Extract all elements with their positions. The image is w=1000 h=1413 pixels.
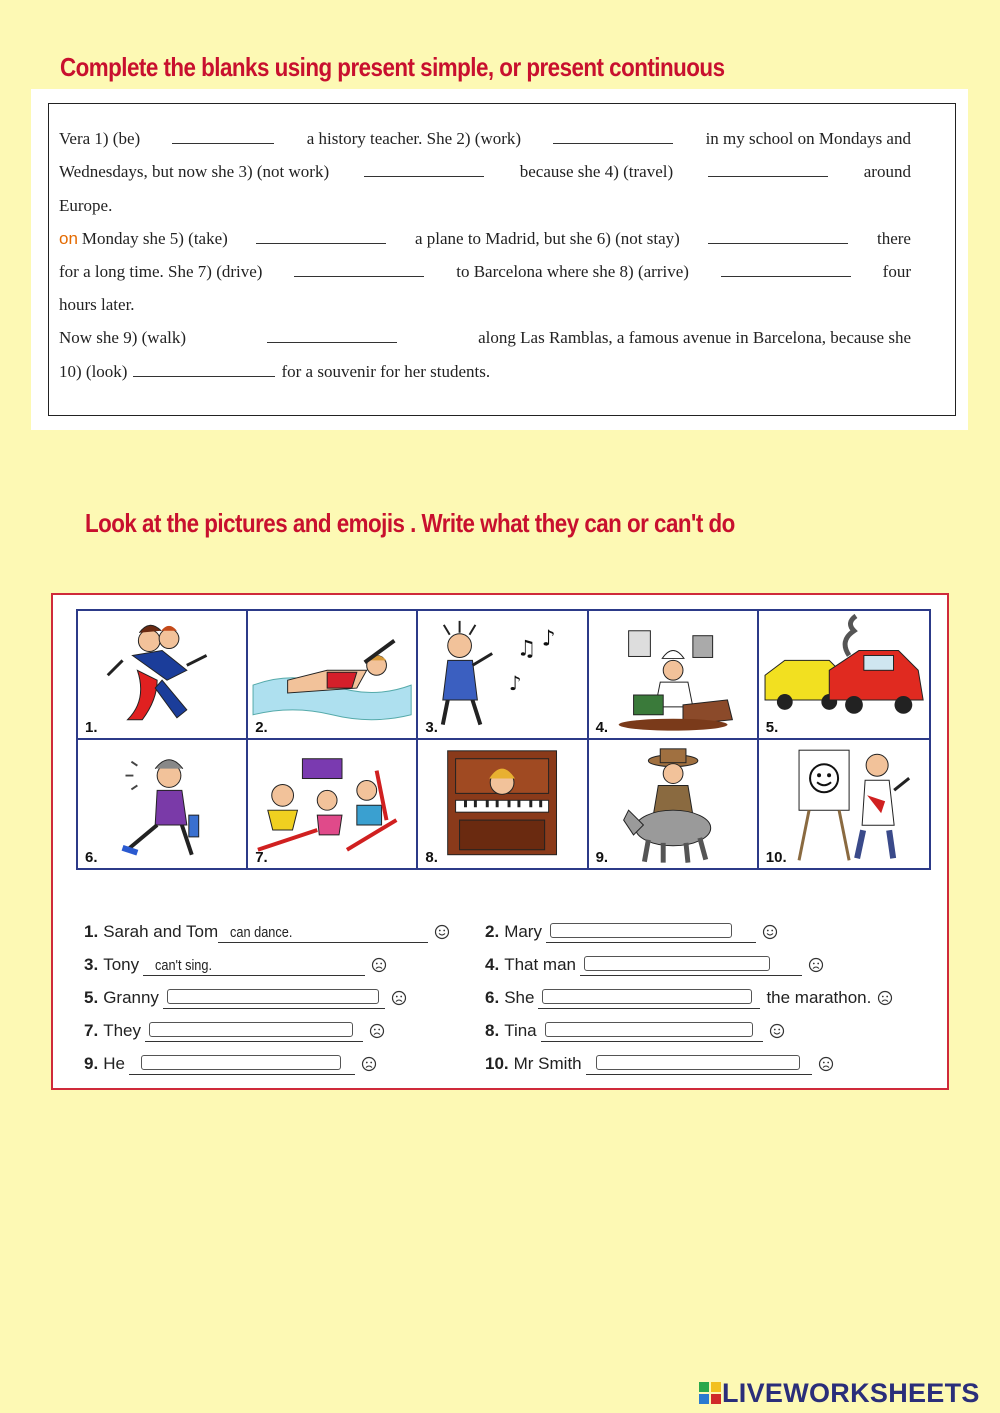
exercise1-line-2 <box>59 162 911 184</box>
blank-9[interactable] <box>267 328 397 343</box>
text: along Las Ramblas, a famous avenue in Barcelona, because she <box>478 328 911 347</box>
picture-number: 5. <box>765 718 779 736</box>
picture-cell-1 <box>78 611 248 740</box>
question-number: 3. <box>84 955 99 974</box>
skiing-crash-icon <box>248 740 416 869</box>
picture-number: 8. <box>425 849 438 866</box>
liveworksheets-logo[interactable] <box>698 1378 980 1408</box>
question-8 <box>485 1019 785 1043</box>
sad-emoji-icon <box>369 1023 385 1039</box>
exercise1-heading: Complete the blanks using present simple, or present continuous <box>60 52 725 82</box>
picture-number: 4. <box>595 718 609 736</box>
answer-2-line[interactable] <box>546 922 756 943</box>
answer-4-line[interactable] <box>580 955 802 976</box>
answer-1-line[interactable] <box>218 922 428 943</box>
blank-7[interactable] <box>294 262 424 277</box>
text: Wednesdays, but now she 3) (not work) <box>59 162 330 181</box>
question-subject: Tony <box>103 955 140 974</box>
blank-4[interactable] <box>708 162 828 177</box>
brand-text: LIVEWORKSHEETS <box>722 1377 980 1408</box>
text: hours later. <box>59 295 135 314</box>
answer-3-line[interactable] <box>143 955 365 976</box>
blank-10[interactable] <box>133 362 275 377</box>
sad-emoji-icon <box>391 990 407 1006</box>
question-7 <box>84 1019 385 1043</box>
sad-emoji-icon <box>808 957 824 973</box>
answer-5-input[interactable] <box>167 989 379 1004</box>
sad-emoji-icon <box>371 957 387 973</box>
answer-7-input[interactable] <box>149 1022 353 1037</box>
question-1 <box>84 920 450 944</box>
happy-emoji-icon <box>762 924 778 940</box>
question-number: 4. <box>485 955 500 974</box>
picture-cell-9 <box>589 740 759 869</box>
picture-cell-2 <box>248 611 418 740</box>
exercise2-heading: Look at the pictures and emojis . Write what they can or can't do <box>85 508 735 538</box>
question-subject: He <box>103 1054 125 1073</box>
answer-8-line[interactable] <box>541 1021 763 1042</box>
happy-emoji-icon <box>769 1023 785 1039</box>
text: 10) (look) <box>59 362 128 381</box>
picture-cell-3 <box>418 611 588 740</box>
exercise1-line-8 <box>59 362 911 384</box>
question-number: 10. <box>485 1054 509 1073</box>
line-start <box>59 229 228 249</box>
text: around <box>863 162 911 181</box>
question-subject: Granny <box>103 988 159 1007</box>
car-crash-icon <box>759 611 929 738</box>
blank-3[interactable] <box>364 162 484 177</box>
question-subject: Mary <box>504 922 542 941</box>
question-subject: They <box>103 1021 141 1040</box>
text: Europe. <box>59 196 113 215</box>
text: to Barcelona where she 8) (arrive) <box>456 262 689 281</box>
answer-4-input[interactable] <box>584 956 770 971</box>
liveworksheets-logo-icon <box>698 1381 722 1405</box>
answer-5-line[interactable] <box>163 988 385 1009</box>
answer-10-input[interactable] <box>596 1055 800 1070</box>
picture-number: 9. <box>595 849 609 866</box>
blank-6[interactable] <box>708 229 848 244</box>
blank-1[interactable] <box>172 129 274 144</box>
exercise1-line-6 <box>59 295 911 317</box>
text: Monday she 5) (take) <box>81 229 228 248</box>
answer-1-text[interactable]: can dance. <box>230 923 293 941</box>
svg-text:♪: ♪ <box>542 626 556 652</box>
exercise1-line-4 <box>59 229 911 251</box>
swimmer-icon <box>248 611 416 738</box>
picture-number: 6. <box>85 849 98 866</box>
answer-7-line[interactable] <box>145 1021 363 1042</box>
question-suffix: the marathon. <box>766 988 872 1007</box>
exercise1-line-1 <box>59 129 911 151</box>
question-3 <box>84 953 387 977</box>
picture-number: 1. <box>85 718 98 736</box>
question-subject: Sarah and Tom <box>103 922 219 941</box>
text: because she 4) (travel) <box>519 162 674 181</box>
answer-9-input[interactable] <box>141 1055 341 1070</box>
picture-cell-10 <box>759 740 929 869</box>
text: in my school on Mondays and <box>705 129 911 148</box>
question-number: 9. <box>84 1054 99 1073</box>
sad-emoji-icon <box>877 990 893 1006</box>
question-subject: Tina <box>504 1021 537 1040</box>
singer-icon <box>418 611 586 738</box>
question-number: 8. <box>485 1021 500 1040</box>
svg-text:♪: ♪ <box>509 672 523 696</box>
blank-2[interactable] <box>553 129 673 144</box>
answer-8-input[interactable] <box>545 1022 753 1037</box>
exercise1-line-7 <box>59 328 911 350</box>
question-4 <box>485 953 824 977</box>
text: four <box>882 262 911 281</box>
question-subject: She <box>504 988 535 1007</box>
answer-6-input[interactable] <box>542 989 752 1004</box>
question-number: 5. <box>84 988 99 1007</box>
text: Vera 1) (be) <box>59 129 141 148</box>
cowboy-horse-icon <box>589 740 757 869</box>
text: a history teacher. She 2) (work) <box>306 129 522 148</box>
question-2 <box>485 920 778 944</box>
question-number: 1. <box>84 922 99 941</box>
blank-8[interactable] <box>721 262 851 277</box>
question-subject: That man <box>504 955 576 974</box>
answer-9-line[interactable] <box>129 1054 355 1075</box>
text: a plane to Madrid, but she 6) (not stay) <box>414 229 680 248</box>
answer-3-text[interactable]: can't sing. <box>155 956 213 974</box>
text: Now she 9) (walk) <box>59 328 186 347</box>
question-number: 6. <box>485 988 500 1007</box>
picture-cell-4 <box>589 611 759 740</box>
question-number: 7. <box>84 1021 99 1040</box>
picture-number: 2. <box>255 718 268 736</box>
picture-cell-6 <box>78 740 248 869</box>
question-10 <box>485 1052 834 1076</box>
text: for a souvenir for her students. <box>281 362 491 381</box>
question-5 <box>84 986 407 1010</box>
answer-2-input[interactable] <box>550 923 732 938</box>
blank-5[interactable] <box>256 229 386 244</box>
granny-running-icon <box>78 740 246 869</box>
answer-6-line[interactable] <box>538 988 760 1009</box>
svg-text:♫: ♫ <box>517 636 537 662</box>
picture-cell-8 <box>418 740 588 869</box>
question-6 <box>485 986 893 1010</box>
text: for a long time. She 7) (drive) <box>59 262 263 281</box>
exercise1-line-3 <box>59 196 911 218</box>
picture-cell-7 <box>248 740 418 869</box>
happy-emoji-icon <box>434 924 450 940</box>
picture-number: 3. <box>425 718 438 736</box>
picture-number: 10. <box>765 849 787 866</box>
question-subject: Mr Smith <box>513 1054 582 1073</box>
picture-grid <box>76 609 931 870</box>
exercise1-line-5 <box>59 262 911 284</box>
answer-on-input[interactable]: on <box>59 229 78 248</box>
sad-emoji-icon <box>361 1056 377 1072</box>
chef-cooking-icon <box>589 611 757 738</box>
question-number: 2. <box>485 922 500 941</box>
answer-10-line[interactable] <box>586 1054 812 1075</box>
piano-player-icon <box>418 740 586 869</box>
text: there <box>876 229 911 248</box>
sad-emoji-icon <box>818 1056 834 1072</box>
picture-cell-5 <box>759 611 929 740</box>
picture-number: 7. <box>255 849 268 866</box>
question-9 <box>84 1052 377 1076</box>
dancing-couple-icon <box>78 611 246 738</box>
